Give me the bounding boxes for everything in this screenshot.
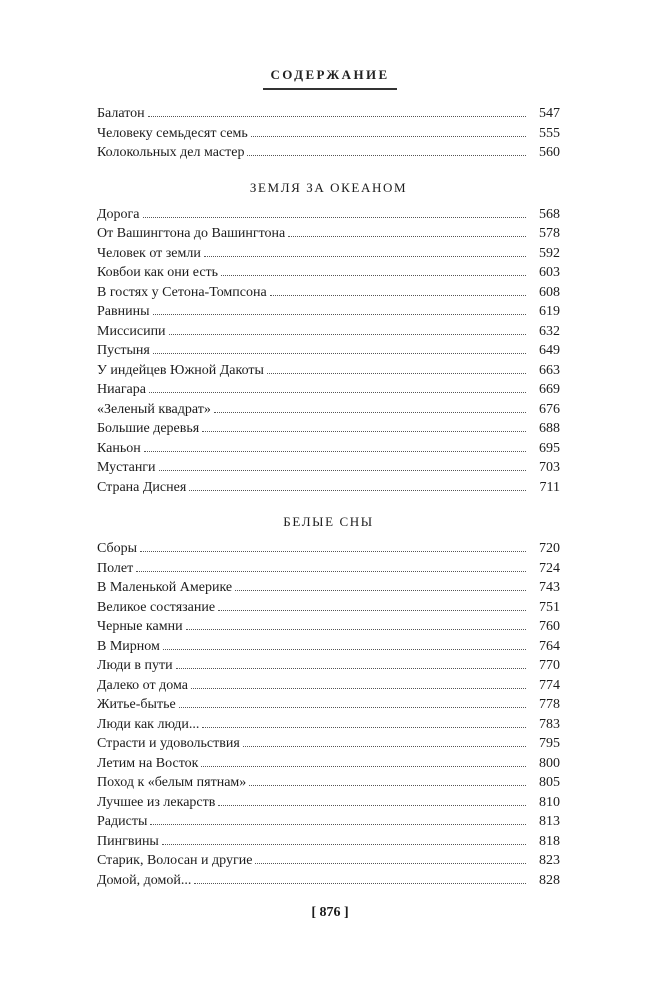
toc-entry-page: 560 [539, 145, 560, 160]
toc-entry-title: В Маленькой Америке [97, 580, 233, 595]
dot-leader [243, 745, 526, 747]
page-number: [ 876 ] [311, 905, 349, 920]
toc-entry-page: 724 [539, 560, 560, 576]
toc-entry-title: Мустанги [97, 460, 156, 475]
toc-entry [97, 458, 560, 478]
toc-entry-title: Балатон [97, 106, 145, 121]
dot-leader [204, 255, 526, 257]
toc-entry-title: Дорога [97, 206, 140, 222]
dot-leader [194, 882, 526, 884]
toc-entry-page: 795 [539, 736, 560, 751]
toc-entry-title: Большие деревья [97, 421, 200, 436]
dot-leader [136, 570, 526, 572]
toc-entry-title: Черные камни [97, 619, 183, 634]
toc-entry-title: Люди в пути [97, 658, 173, 673]
toc-entry [97, 124, 560, 144]
toc-entry [97, 871, 560, 891]
toc-entry-title: Каньон [97, 440, 141, 456]
toc-entry-title: Летим на Восток [97, 755, 199, 771]
dot-leader [202, 430, 526, 432]
dot-leader [288, 235, 526, 237]
dot-leader [218, 804, 526, 806]
toc-entry [97, 734, 560, 754]
toc-entry-title: У индейцев Южной Дакоты [97, 362, 264, 378]
page-title: СОДЕРЖАНИЕ [270, 67, 390, 82]
dot-leader [186, 628, 526, 630]
toc-entry [97, 851, 560, 871]
dot-leader [179, 706, 526, 708]
toc-entry-page: 608 [539, 284, 560, 300]
section-title: ЗЕМЛЯ ЗА ОКЕАНОМ [249, 179, 408, 195]
toc-entry-title: Равнины [97, 304, 150, 319]
toc-entry-title: Страсти и удовольствия [97, 736, 240, 751]
toc-entry-title: Поход к «белым пятнам» [97, 775, 247, 790]
toc-entry [97, 754, 560, 774]
dot-leader [169, 333, 526, 335]
toc-entry-title: От Вашингтона до Вашингтона [97, 226, 286, 241]
toc-entry-title: Сборы [97, 541, 138, 556]
toc-entry-title: Люди как люди... [97, 716, 200, 732]
toc-entry [97, 773, 560, 793]
title-double-rule [263, 88, 397, 90]
dot-leader [218, 609, 526, 611]
toc-entry-page: 774 [539, 677, 560, 693]
dot-leader [150, 823, 526, 825]
toc-entry [97, 478, 560, 498]
toc-entry-page: 770 [539, 658, 560, 673]
dot-leader [201, 765, 526, 767]
toc-entry [97, 539, 560, 559]
toc-entry-page: 800 [539, 755, 560, 771]
toc-entry-title: Старик, Волосан и другие [97, 853, 253, 868]
toc-entry-page: 547 [539, 106, 560, 121]
dot-leader [159, 469, 526, 471]
toc-entry-page: 669 [539, 382, 560, 397]
toc-entry [97, 104, 560, 124]
toc-entry-page: 743 [539, 580, 560, 595]
toc-entry-page: 555 [539, 125, 560, 141]
toc-entry [97, 559, 560, 579]
toc-entry [97, 419, 560, 439]
dot-leader [153, 313, 527, 315]
dot-leader [149, 391, 526, 393]
toc-entry [97, 439, 560, 459]
toc-entry-page: 810 [539, 794, 560, 810]
toc-entry [97, 361, 560, 381]
dot-leader [176, 667, 526, 669]
toc-entry [97, 380, 560, 400]
toc-entry-page: 818 [539, 833, 560, 849]
toc-entry-page: 695 [539, 440, 560, 456]
dot-leader [214, 411, 526, 413]
toc-entry-page: 703 [539, 460, 560, 475]
toc-entry-title: Колокольных дел мастер [97, 145, 245, 160]
toc-entry [97, 578, 560, 598]
toc-entry-page: 828 [539, 872, 560, 888]
toc-entry-title: Великое состязание [97, 599, 216, 615]
toc-entry-title: В гостях у Сетона-Томпсона [97, 284, 267, 300]
dot-leader [162, 843, 526, 845]
toc-entry-page: 778 [539, 697, 560, 712]
toc-entry-title: Миссисипи [97, 323, 166, 339]
toc-entry [97, 832, 560, 852]
toc-entry-page: 568 [539, 206, 560, 222]
dot-leader [267, 372, 526, 374]
toc-entry-title: Пустыня [97, 343, 150, 358]
toc-entry-page: 676 [539, 401, 560, 417]
toc-entry [97, 302, 560, 322]
toc-entry-title: Ковбои как они есть [97, 265, 219, 280]
dot-leader [148, 115, 526, 117]
toc-entry [97, 715, 560, 735]
toc-entry-page: 813 [539, 814, 560, 829]
toc-entry-title: Полет [97, 560, 134, 576]
toc-entry-page: 760 [539, 619, 560, 634]
toc-entry-page: 720 [539, 541, 560, 556]
dot-leader [255, 862, 526, 864]
toc-entry-title: Человеку семьдесят семь [97, 125, 248, 141]
toc-entry-page: 783 [539, 716, 560, 732]
dot-leader [247, 154, 526, 156]
table-of-contents [97, 104, 560, 890]
toc-entry-page: 823 [539, 853, 560, 868]
dot-leader [270, 294, 526, 296]
toc-entry [97, 224, 560, 244]
dot-leader [221, 274, 526, 276]
toc-entry-title: В Мирном [97, 638, 160, 654]
toc-entry [97, 617, 560, 637]
dot-leader [153, 352, 526, 354]
toc-entry-page: 805 [539, 775, 560, 790]
toc-entry [97, 695, 560, 715]
toc-entry-title: Пингвины [97, 833, 159, 849]
dot-leader [249, 784, 526, 786]
toc-entry-title: Страна Диснея [97, 479, 187, 495]
toc-entry [97, 676, 560, 696]
toc-entry-title: Ниагара [97, 382, 146, 397]
toc-entry [97, 244, 560, 264]
toc-entry-title: Домой, домой... [97, 872, 192, 888]
toc-entry-page: 663 [539, 362, 560, 378]
dot-leader [143, 216, 526, 218]
dot-leader [235, 589, 526, 591]
toc-entry-page: 632 [539, 323, 560, 339]
page-header [0, 66, 660, 84]
toc-entry [97, 400, 560, 420]
toc-entry-page: 603 [539, 265, 560, 280]
dot-leader [140, 550, 526, 552]
toc-entry [97, 143, 560, 163]
toc-entry-title: Житье-бытье [97, 697, 176, 712]
toc-entry [97, 322, 560, 342]
toc-entry [97, 205, 560, 225]
toc-entry [97, 656, 560, 676]
dot-leader [202, 726, 526, 728]
toc-entry-title: Лучшее из лекарств [97, 794, 216, 810]
toc-entry [97, 812, 560, 832]
toc-entry-page: 764 [539, 638, 560, 654]
toc-entry-page: 619 [539, 304, 560, 319]
toc-entry-page: 711 [539, 479, 560, 495]
toc-entry-title: «Зеленый квадрат» [97, 401, 211, 417]
toc-entry-page: 751 [539, 599, 560, 615]
dot-leader [163, 648, 526, 650]
toc-entry [97, 793, 560, 813]
toc-entry-title: Далеко от дома [97, 677, 188, 693]
dot-leader [144, 450, 526, 452]
toc-entry [97, 283, 560, 303]
dot-leader [251, 135, 526, 137]
section-title: БЕЛЫЕ СНЫ [283, 514, 374, 529]
toc-entry [97, 637, 560, 657]
toc-entry-title: Человек от земли [97, 245, 201, 261]
toc-entry-page: 578 [539, 226, 560, 241]
toc-entry [97, 341, 560, 361]
toc-entry [97, 598, 560, 618]
toc-entry-page: 649 [539, 343, 560, 358]
toc-entry-page: 688 [539, 421, 560, 436]
dot-leader [191, 687, 526, 689]
dot-leader [189, 489, 526, 491]
toc-entry-page: 592 [539, 245, 560, 261]
toc-entry [97, 263, 560, 283]
toc-entry-title: Радисты [97, 814, 148, 829]
